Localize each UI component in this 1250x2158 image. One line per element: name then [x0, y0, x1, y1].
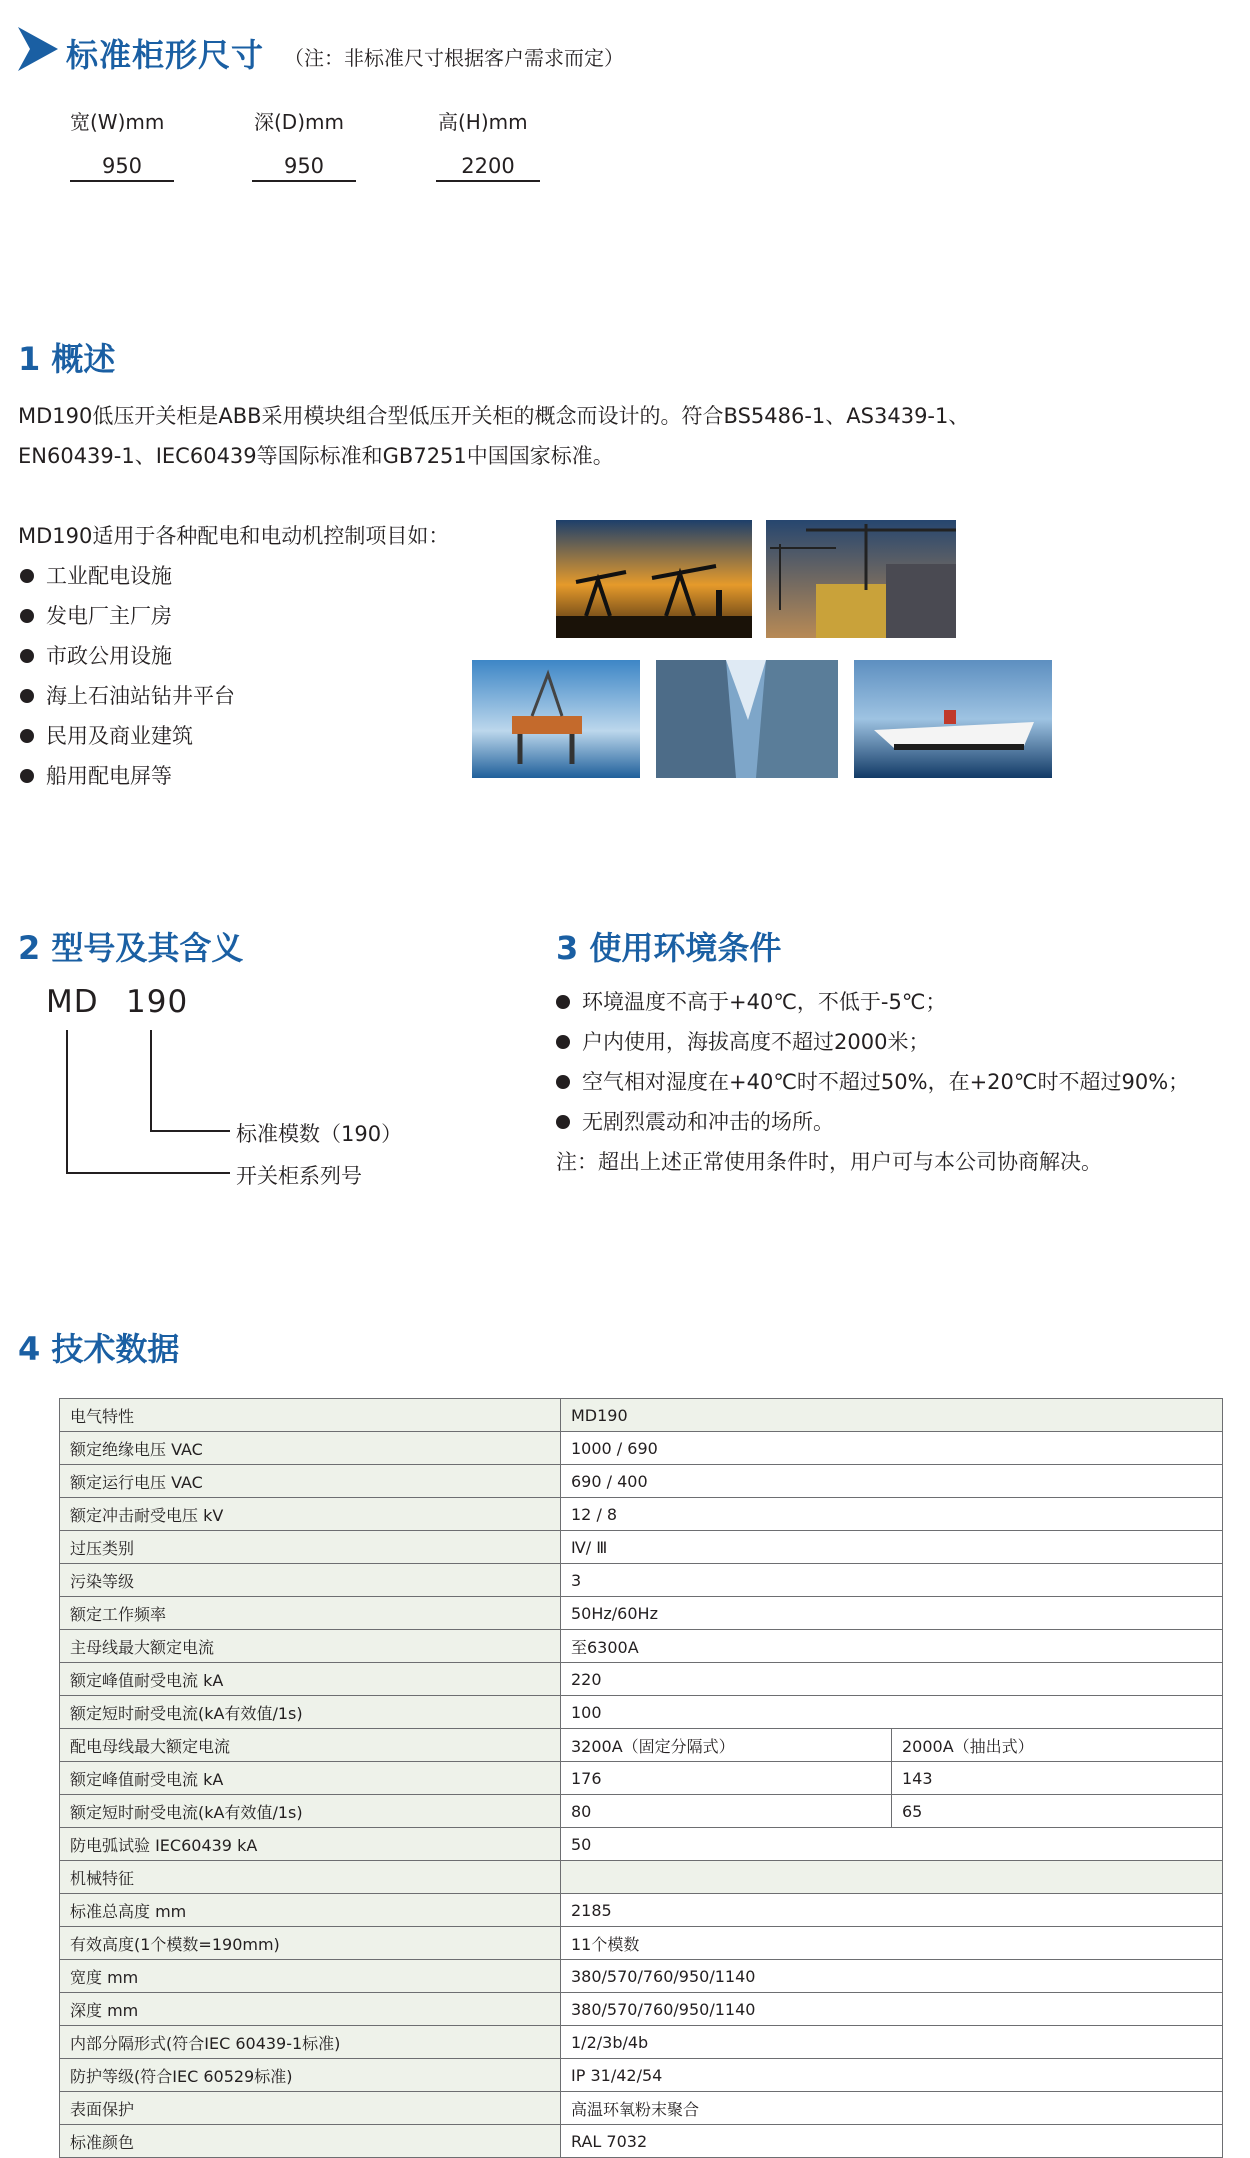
- bullet-icon: [556, 1075, 570, 1089]
- environment-note: 注：超出上述正常使用条件时，用户可与本公司协商解决。: [556, 1150, 1102, 1174]
- application-list: [18, 556, 235, 796]
- bullet-icon: [20, 569, 34, 583]
- table-row: [60, 1894, 1223, 1927]
- width-underline: [70, 180, 174, 182]
- model-heading: 2 型号及其含义: [18, 929, 244, 967]
- row-value: Ⅳ/ Ⅲ: [561, 1531, 1223, 1564]
- depth-value: 950: [283, 154, 325, 178]
- width-label: 宽(W)mm: [70, 110, 165, 134]
- table-row: [60, 2092, 1223, 2125]
- construction-photo: [766, 520, 956, 638]
- table-row: [60, 1993, 1223, 2026]
- overview-intro: MD190适用于各种配电和电动机控制项目如：: [18, 524, 450, 548]
- row-value: 2185: [561, 1894, 1223, 1927]
- row-label: 额定峰值耐受电流 kA: [60, 1663, 561, 1696]
- table-row: [60, 1861, 1223, 1894]
- row-label: 防电弧试验 IEC60439 kA: [60, 1828, 561, 1861]
- table-row: [60, 1630, 1223, 1663]
- list-item: 环境温度不高于+40℃，不低于-5℃；: [556, 982, 1189, 1022]
- bullet-icon: [20, 769, 34, 783]
- row-label: 额定运行电压 VAC: [60, 1465, 561, 1498]
- row-label: 主母线最大额定电流: [60, 1630, 561, 1663]
- row-value: 380/570/760/950/1140: [561, 1960, 1223, 1993]
- row-value-2: 2000A（抽出式）: [892, 1729, 1223, 1762]
- model-code-series: MD: [46, 984, 99, 1020]
- table-row: [60, 1399, 1223, 1432]
- row-value: 11个模数: [561, 1927, 1223, 1960]
- bullet-icon: [556, 1115, 570, 1129]
- row-label: 有效高度(1个模数=190mm): [60, 1927, 561, 1960]
- row-label: 宽度 mm: [60, 1960, 561, 1993]
- list-item: 市政公用设施: [18, 636, 235, 676]
- height-value: 2200: [461, 154, 515, 178]
- row-value: 176: [561, 1762, 892, 1795]
- offshore-rig-photo: [472, 660, 640, 778]
- table-row: [60, 1927, 1223, 1960]
- row-label: 标准颜色: [60, 2125, 561, 2158]
- height-label: 高(H)mm: [438, 110, 528, 134]
- table-row: [60, 2059, 1223, 2092]
- overview-line-1: MD190低压开关柜是ABB采用模块组合型低压开关柜的概念而设计的。符合BS5486-1、AS3439-1、: [18, 404, 970, 428]
- row-label: 额定短时耐受电流(kA有效值/1s): [60, 1795, 561, 1828]
- row-value: 1/2/3b/4b: [561, 2026, 1223, 2059]
- row-label: 额定绝缘电压 VAC: [60, 1432, 561, 1465]
- depth-underline: [252, 180, 356, 182]
- cruise-ship-photo: [854, 660, 1052, 778]
- row-value: MD190: [561, 1399, 1223, 1432]
- environment-list: [556, 982, 1189, 1142]
- skyscrapers-photo: [656, 660, 838, 778]
- table-row: [60, 1795, 1223, 1828]
- row-value: 3200A（固定分隔式）: [561, 1729, 892, 1762]
- row-value: 220: [561, 1663, 1223, 1696]
- list-item: 户内使用，海拔高度不超过2000米；: [556, 1022, 1189, 1062]
- page-title-note: （注：非标准尺寸根据客户需求而定）: [284, 46, 624, 70]
- series-label: 开关柜系列号: [236, 1164, 362, 1188]
- module-label: 标准模数（190）: [236, 1122, 403, 1146]
- table-row: [60, 1729, 1223, 1762]
- height-underline: [436, 180, 540, 182]
- overview-heading: 1 概述: [18, 340, 116, 378]
- tech-data-table: [59, 1398, 1223, 2158]
- row-label: 额定工作频率: [60, 1597, 561, 1630]
- series-leader-line: [66, 1172, 230, 1174]
- table-row: [60, 1432, 1223, 1465]
- row-value: 690 / 400: [561, 1465, 1223, 1498]
- list-item: 空气相对湿度在+40℃时不超过50%，在+20℃时不超过90%；: [556, 1062, 1189, 1102]
- table-row: [60, 1828, 1223, 1861]
- series-leader-line: [66, 1030, 68, 1174]
- row-label: 表面保护: [60, 2092, 561, 2125]
- chevron-arrow-icon: [18, 27, 58, 71]
- list-item: 工业配电设施: [18, 556, 235, 596]
- table-row: [60, 1531, 1223, 1564]
- row-value-2: 143: [892, 1762, 1223, 1795]
- row-value: 50: [561, 1828, 1223, 1861]
- table-row: [60, 1960, 1223, 1993]
- row-label: 机械特征: [60, 1861, 561, 1894]
- list-item: 无剧烈震动和冲击的场所。: [556, 1102, 1189, 1142]
- row-label: 深度 mm: [60, 1993, 561, 2026]
- row-label: 电气特性: [60, 1399, 561, 1432]
- row-label: 防护等级(符合IEC 60529标准): [60, 2059, 561, 2092]
- page-title: 标准柜形尺寸: [66, 36, 265, 74]
- model-code-module: 190: [126, 984, 189, 1020]
- overview-line-2: EN60439-1、IEC60439等国际标准和GB7251中国国家标准。: [18, 444, 614, 468]
- row-value: 100: [561, 1696, 1223, 1729]
- row-value: 12 / 8: [561, 1498, 1223, 1531]
- table-row: [60, 1696, 1223, 1729]
- list-item: 民用及商业建筑: [18, 716, 235, 756]
- tech-heading: 4 技术数据: [18, 1330, 180, 1368]
- row-value: 50Hz/60Hz: [561, 1597, 1223, 1630]
- list-item: 海上石油站钻井平台: [18, 676, 235, 716]
- bullet-icon: [20, 649, 34, 663]
- row-value: 至6300A: [561, 1630, 1223, 1663]
- bullet-icon: [556, 995, 570, 1009]
- row-value: 高温环氧粉末聚合: [561, 2092, 1223, 2125]
- row-label: 额定峰值耐受电流 kA: [60, 1762, 561, 1795]
- row-label: 内部分隔形式(符合IEC 60439-1标准): [60, 2026, 561, 2059]
- row-value: 1000 / 690: [561, 1432, 1223, 1465]
- row-label: 额定冲击耐受电压 kV: [60, 1498, 561, 1531]
- table-row: [60, 2026, 1223, 2059]
- row-label: 过压类别: [60, 1531, 561, 1564]
- table-row: [60, 1762, 1223, 1795]
- row-value: 380/570/760/950/1140: [561, 1993, 1223, 2026]
- bullet-icon: [20, 609, 34, 623]
- bullet-icon: [20, 729, 34, 743]
- row-value: RAL 7032: [561, 2125, 1223, 2158]
- table-row: [60, 2125, 1223, 2158]
- depth-label: 深(D)mm: [254, 110, 344, 134]
- row-label: 配电母线最大额定电流: [60, 1729, 561, 1762]
- module-leader-line: [150, 1030, 152, 1132]
- row-label: 污染等级: [60, 1564, 561, 1597]
- bullet-icon: [20, 689, 34, 703]
- row-label: 额定短时耐受电流(kA有效值/1s): [60, 1696, 561, 1729]
- row-value: IP 31/42/54: [561, 2059, 1223, 2092]
- table-row: [60, 1663, 1223, 1696]
- list-item: 发电厂主厂房: [18, 596, 235, 636]
- row-label: 标准总高度 mm: [60, 1894, 561, 1927]
- oil-pump-photo: [556, 520, 752, 638]
- width-value: 950: [101, 154, 143, 178]
- table-row: [60, 1498, 1223, 1531]
- module-leader-line: [150, 1130, 230, 1132]
- table-row: [60, 1465, 1223, 1498]
- bullet-icon: [556, 1035, 570, 1049]
- row-value-2: 65: [892, 1795, 1223, 1828]
- row-value: 3: [561, 1564, 1223, 1597]
- table-row: [60, 1597, 1223, 1630]
- environment-heading: 3 使用环境条件: [556, 929, 782, 967]
- row-value: 80: [561, 1795, 892, 1828]
- row-value: [561, 1861, 1223, 1894]
- list-item: 船用配电屏等: [18, 756, 235, 796]
- table-row: [60, 1564, 1223, 1597]
